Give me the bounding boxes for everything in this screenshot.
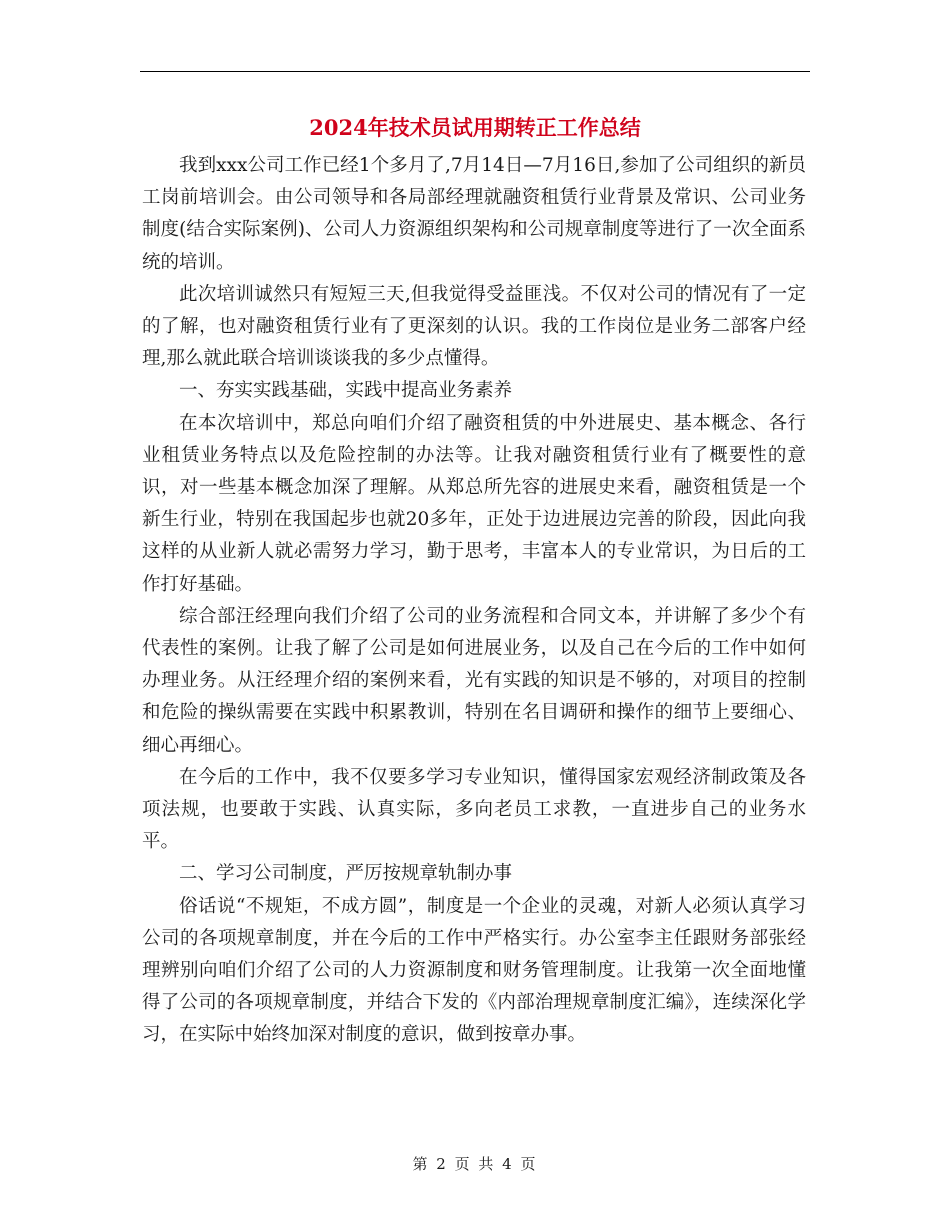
paragraph-intro: 我到xxx公司工作已经1个多月了,7月14日—7月16日,参加了公司组织的新员工岗前培训会。由公司领导和各局部经理就融资租赁行业背景及常识、公司业务制度(结合实际案例)、公司人力资源组织架构和公司规章制度等进行了一次全面系统的培训。 [142,155,806,273]
paragraph-business-process: 综合部汪经理向我们介绍了公司的业务流程和合同文本，并讲解了多少个有代表性的案例。让我了解了公司是如何进展业务，以及自己在今后的工作中如何办理业务。从汪经理介绍的案例来看，光有实践的知识是不够的，对项目的控制和危险的操纵需要在实践中积累教训，特别在名目调研和操作的细节上要细心、细心再细心。 [142,605,806,756]
paragraph-leasing-history: 在本次培训中，郑总向咱们介绍了融资租赁的中外进展史、基本概念、各行业租赁业务特点以及危险控制的办法等。让我对融资租赁行业有了概要性的意识，对一些基本概念加深了理解。从郑总所先容的进展史来看，融资租赁是一个新生行业，特别在我国起步也就20多年，正处于边进展边完善的阶段，因此向我这样的从业新人就必需努力学习，勤于思考，丰富本人的专业常识，为日后的工作打好基础。 [142,412,806,595]
page-number-footer: 第 2 页 共 4 页 [412,1155,538,1173]
section-heading-rules: 二、学习公司制度，严厉按规章轨制办事 [179,863,513,885]
paragraph-company-rules: 俗话说“不规矩，不成方圆”，制度是一个企业的灵魂，对新人必须认真学习公司的各项规章制度，并在今后的工作中严格实行。办公室李主任跟财务部张经理辨别向咱们介绍了公司的人力资源制度和财务管理制度。让我第一次全面地懂得了公司的各项规章制度，并结合下发的《内部治理规章制度汇编》，连续深化学习，在实际中始终加深对制度的意识，做到按章办事。 [142,895,806,1046]
document-body [142,150,806,1052]
document-title: 2024年技术员试用期转正工作总结 [309,115,641,140]
paragraph-future-work: 在今后的工作中，我不仅要多学习专业知识，懂得国家宏观经济制政策及各项法规，也要敢于实践、认真实际，多向老员工求教，一直进步自己的业务水平。 [142,766,806,853]
paragraph-training-benefit: 此次培训诚然只有短短三天,但我觉得受益匪浅。不仅对公司的情况有了一定的了解，也对融资租赁行业有了更深刻的认识。我的工作岗位是业务二部客户经理,那么就此联合培训谈谈我的多少点懂得。 [142,283,806,370]
section-heading-practice: 一、夯实实践基础，实践中提高业务素养 [179,380,513,402]
header-rule [140,71,810,72]
